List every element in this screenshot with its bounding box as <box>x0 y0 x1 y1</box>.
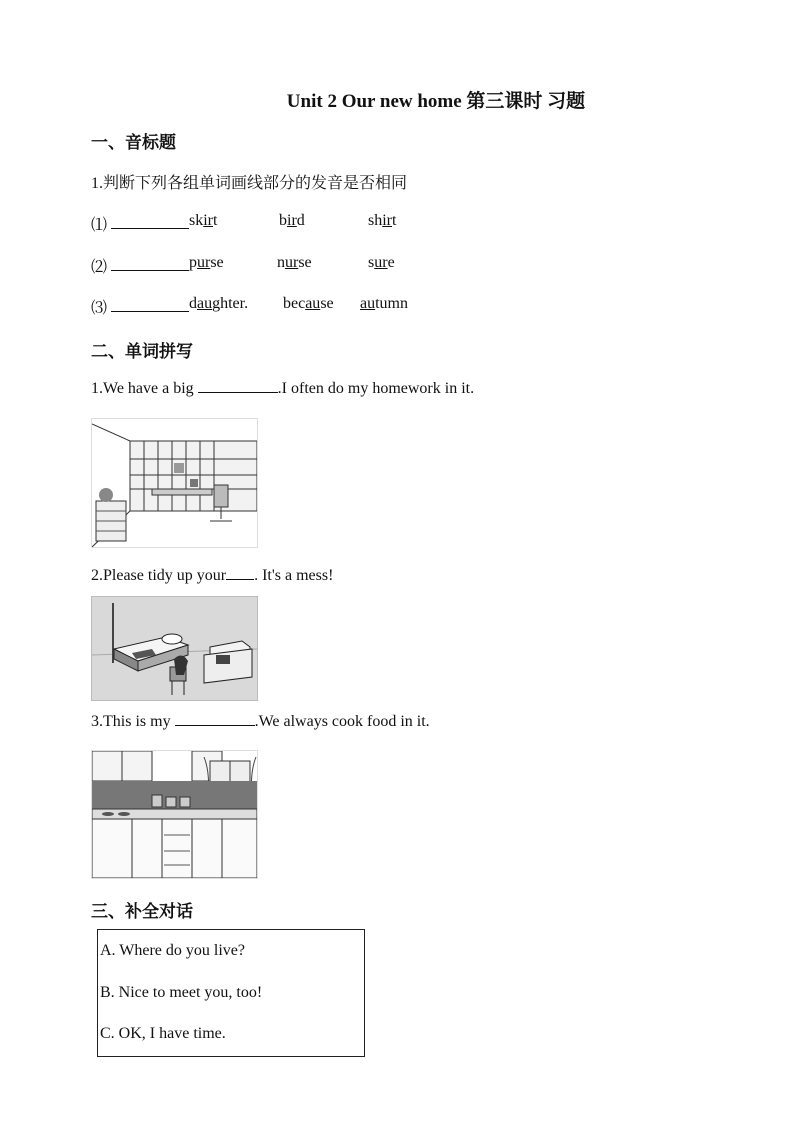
option-a: A. Where do you live? <box>100 942 245 959</box>
section-1-instruction: 1.判断下列各组单词画线部分的发音是否相同 <box>91 175 408 192</box>
section-3-heading: 三、补全对话 <box>91 902 193 921</box>
answer-blank[interactable] <box>198 378 278 393</box>
word-3: autumn <box>360 295 408 312</box>
word-1: skirt <box>189 212 218 229</box>
answer-blank[interactable] <box>175 711 255 726</box>
word-3: sure <box>368 254 395 271</box>
section-1-heading: 一、音标题 <box>91 133 176 152</box>
answer-blank[interactable] <box>111 214 189 229</box>
phonics-row-1 <box>91 212 491 236</box>
word-2: nurse <box>277 254 312 271</box>
option-c: C. OK, I have time. <box>100 1025 226 1042</box>
row-number: ⑶ <box>91 300 108 317</box>
option-b: B. Nice to meet you, too! <box>100 984 263 1001</box>
word-1: daughter. <box>189 295 249 312</box>
options-box <box>97 929 365 1057</box>
section-2-heading: 二、单词拼写 <box>91 342 193 361</box>
answer-blank[interactable] <box>111 297 189 312</box>
word-3: shirt <box>368 212 397 229</box>
question-2: 2.Please tidy up your . It's a mess! <box>91 567 334 584</box>
answer-blank[interactable] <box>226 565 254 580</box>
kitchen-image <box>91 750 258 879</box>
word-2: because <box>283 295 334 312</box>
bedroom-image <box>91 596 258 701</box>
phonics-row-2 <box>91 254 491 278</box>
phonics-row-3 <box>91 295 491 319</box>
row-number: ⑴ <box>91 217 108 234</box>
page-title: Unit 2 Our new home 第三课时 习题 <box>286 91 586 112</box>
word-2: bird <box>279 212 305 229</box>
question-1: 1.We have a big .I often do my homework in it. <box>91 380 475 397</box>
study-room-image <box>91 418 258 548</box>
row-number: ⑵ <box>91 259 108 276</box>
answer-blank[interactable] <box>111 256 189 271</box>
question-3: 3.This is my .We always cook food in it. <box>91 713 430 730</box>
word-1: purse <box>189 254 224 271</box>
